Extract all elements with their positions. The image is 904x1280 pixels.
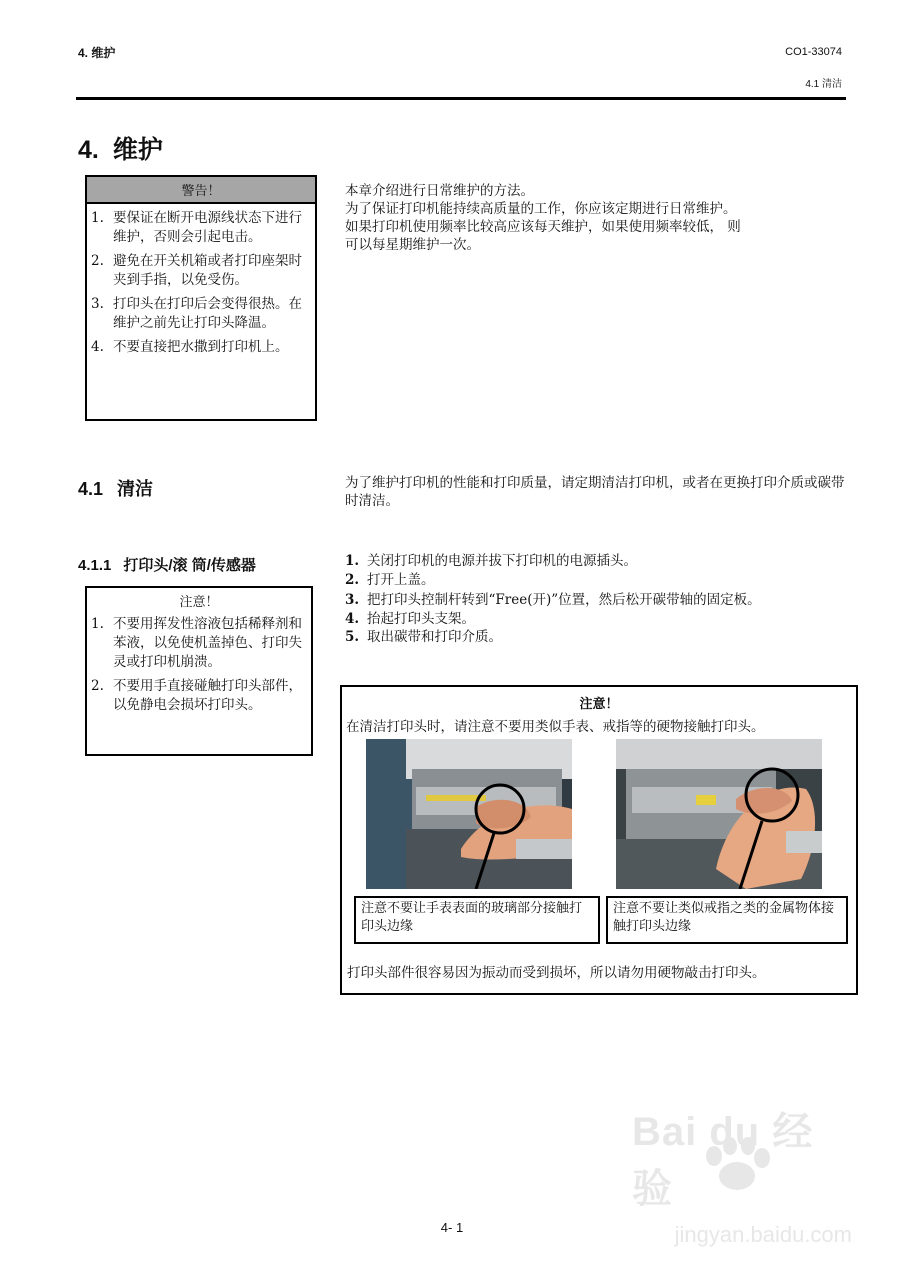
caution-title: 注意！ <box>579 697 619 712</box>
caution-box <box>340 685 858 995</box>
item-number: 1. <box>91 616 104 632</box>
warning-box <box>85 175 317 421</box>
note-title: 注意！ <box>179 595 219 610</box>
note-list <box>87 613 311 715</box>
item-text: 打印头在打印后会变得很热。在维护之前先让打印头降温。 <box>113 296 302 331</box>
intro-line: 本章介绍进行日常维护的方法。 <box>345 183 534 199</box>
item-text: 不要用挥发性溶液包括稀释剂和苯液，以免使机盖掉色、打印失灵或打印机崩溃。 <box>113 616 302 670</box>
baidu-watermark <box>632 1110 852 1254</box>
section-text: 为了维护打印机的性能和打印质量，请定期清洁打印机，或者在更换打印介质或碳带时清洁。 <box>345 475 845 509</box>
step-item <box>345 610 845 629</box>
step-text: 把打印头控制杆转到“Free(开)”位置，然后松开碳带轴的固定板。 <box>367 592 761 608</box>
step-item <box>345 552 845 571</box>
item-text: 要保证在断开电源线状态下进行维护，否则会引起电击。 <box>113 210 302 245</box>
item-text: 不要用手直接碰触打印头部件，以免静电会损坏打印头。 <box>113 678 302 713</box>
item-number: 4. <box>91 339 104 355</box>
caption-ring: 注意不要让类似戒指之类的金属物体接触打印头边缘 <box>606 896 848 944</box>
warning-item <box>91 338 309 357</box>
subsection-title <box>78 554 256 575</box>
caption-watch: 注意不要让手表表面的玻璃部分接触打印头边缘 <box>354 896 600 944</box>
step-text: 取出碳带和打印介质。 <box>367 629 502 645</box>
warning-list <box>87 204 315 357</box>
section-title-text: 清洁 <box>117 479 154 499</box>
chapter-title-text: 维护 <box>112 136 163 164</box>
printer-photo-illustration <box>616 739 822 889</box>
step-number: 3. <box>345 592 360 608</box>
chapter-number: 4. <box>78 136 99 164</box>
note-item <box>91 615 305 672</box>
step-number: 4. <box>345 610 360 627</box>
step-number: 5. <box>345 629 360 645</box>
section-title <box>78 475 153 501</box>
step-number: 2. <box>345 571 360 588</box>
header-rule <box>76 97 846 100</box>
chapter-title <box>78 130 163 166</box>
step-item <box>345 571 845 590</box>
step-item <box>345 628 845 647</box>
warning-item <box>91 295 309 333</box>
warning-title: 警告！ <box>87 177 315 204</box>
step-text: 打开上盖。 <box>367 571 435 588</box>
caution-footer: 打印头部件很容易因为振动而受到损坏，所以请勿用硬物敲击打印头。 <box>347 965 766 981</box>
warning-item <box>91 209 309 247</box>
item-text: 避免在开关机箱或者打印座架时夹到手指，以免受伤。 <box>113 253 302 288</box>
watermark-brand: Bai du 经验 <box>632 1110 814 1211</box>
item-number: 1. <box>91 210 104 226</box>
subsection-number: 4.1.1 <box>78 557 112 574</box>
note-item <box>91 677 305 715</box>
step-item <box>345 591 845 610</box>
header-subsection: 4.1 清洁 <box>805 79 842 90</box>
page-number: 4- 1 <box>440 1220 464 1235</box>
steps-list <box>345 552 845 647</box>
intro-line: 可以每星期维护一次。 <box>345 237 480 253</box>
printhead-ring-photo <box>616 739 822 889</box>
watermark-url: jingyan.baidu.com <box>674 1222 852 1247</box>
header-doc-code: CO1-33074 <box>785 46 842 58</box>
step-text: 关闭打印机的电源并拔下打印机的电源插头。 <box>367 553 637 569</box>
subsection-title-text: 打印头/滚 筒/传感器 <box>123 557 256 574</box>
printer-photo-illustration <box>366 739 572 889</box>
note-box <box>85 586 313 756</box>
item-text: 不要直接把水撒到打印机上。 <box>113 339 289 355</box>
section-number: 4.1 <box>78 479 104 499</box>
printhead-watch-photo <box>366 739 572 889</box>
step-text: 抬起打印头支架。 <box>367 610 475 627</box>
header-section: 4. 维护 <box>78 46 116 60</box>
intro-line: 如果打印机使用频率比较高应该每天维护，如果使用频率较低， 则 <box>345 219 741 235</box>
item-number: 3. <box>91 296 104 312</box>
step-number: 1. <box>345 553 360 569</box>
warning-item <box>91 252 309 290</box>
caution-text: 在清洁打印头时，请注意不要用类似手表、戒指等的硬物接触打印头。 <box>346 719 765 735</box>
intro-line: 为了保证打印机能持续高质量的工作，你应该定期进行日常维护。 <box>345 201 737 217</box>
item-number: 2. <box>91 253 104 269</box>
intro-paragraph <box>345 182 845 254</box>
item-number: 2. <box>91 678 104 694</box>
